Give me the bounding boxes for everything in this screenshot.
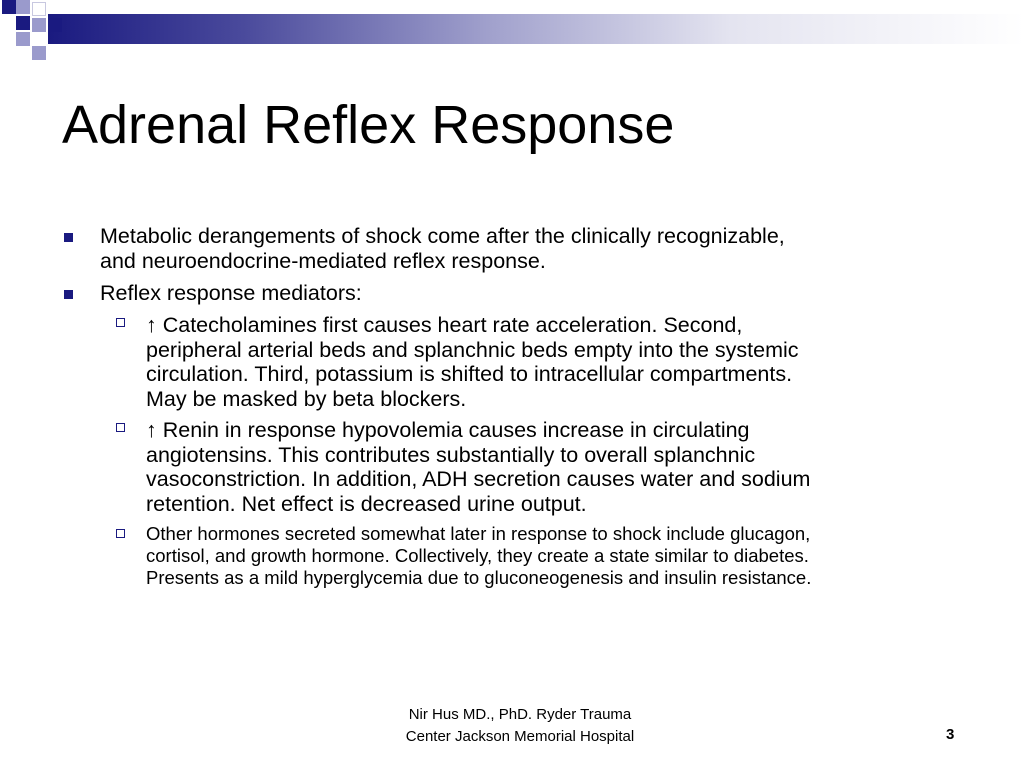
bullet-item <box>60 224 1000 274</box>
bullet-item <box>60 281 1000 306</box>
slide-body <box>60 224 1000 596</box>
decor-square <box>32 18 46 32</box>
sub-bullet-item <box>146 418 1000 516</box>
decor-square <box>2 0 16 14</box>
decor-square <box>32 46 46 60</box>
sub-bullet-text: circulation. Third, potassium is shifted to intracellular compartments. <box>146 362 793 386</box>
sub-bullet-item <box>146 523 1000 589</box>
slide-footer <box>340 704 700 748</box>
bullet-text: and neuroendocrine-mediated reflex response. <box>100 249 546 273</box>
header-decoration <box>0 0 1024 70</box>
sub-bullet-text: peripheral arterial beds and splanchnic beds empty into the systemic <box>146 337 799 362</box>
footer-text: Center Jackson Memorial Hospital <box>405 728 635 745</box>
sub-bullet-text: May be masked by beta blockers. <box>146 386 467 411</box>
footer-text: Nir Hus MD., PhD. Ryder Trauma <box>408 706 632 723</box>
bullet-square-icon <box>64 233 73 242</box>
sub-bullet-hollow-square-icon <box>116 318 125 327</box>
sub-bullet-item <box>146 313 1000 411</box>
sub-bullet-text: cortisol, and growth hormone. Collectively, they create a state similar to diabetes. <box>146 545 809 566</box>
bullet-square-icon <box>64 290 73 299</box>
bullet-text: Metabolic derangements of shock come after the clinically recognizable, <box>100 224 785 248</box>
sub-bullet-text: Other hormones secreted somewhat later in response to shock include glucagon, <box>146 523 811 544</box>
header-gradient-band <box>48 14 1024 44</box>
bullet-text: Reflex response mediators: <box>100 281 362 305</box>
sub-bullet-text: angiotensins. This contributes substantially to overall splanchnic <box>146 442 756 467</box>
decor-square <box>16 32 30 46</box>
sub-bullet-text: ↑ Catecholamines first causes heart rate acceleration. Second, <box>146 313 743 337</box>
sub-bullet-hollow-square-icon <box>116 529 125 538</box>
page-number: 3 <box>946 726 955 743</box>
sub-bullet-text: retention. Net effect is decreased urine output. <box>146 491 587 516</box>
decor-square <box>16 0 30 14</box>
sub-bullet-text: Presents as a mild hyperglycemia due to gluconeogenesis and insulin resistance. <box>146 567 812 588</box>
sub-bullet-hollow-square-icon <box>116 423 125 432</box>
sub-bullet-text: ↑ Renin in response hypovolemia causes increase in circulating <box>146 418 750 442</box>
decor-square <box>16 16 30 30</box>
sub-bullet-text: vasoconstriction. In addition, ADH secretion causes water and sodium <box>146 467 811 491</box>
decor-square <box>32 2 46 16</box>
slide-title: Adrenal Reflex Response <box>62 95 675 155</box>
decor-square <box>48 18 62 32</box>
